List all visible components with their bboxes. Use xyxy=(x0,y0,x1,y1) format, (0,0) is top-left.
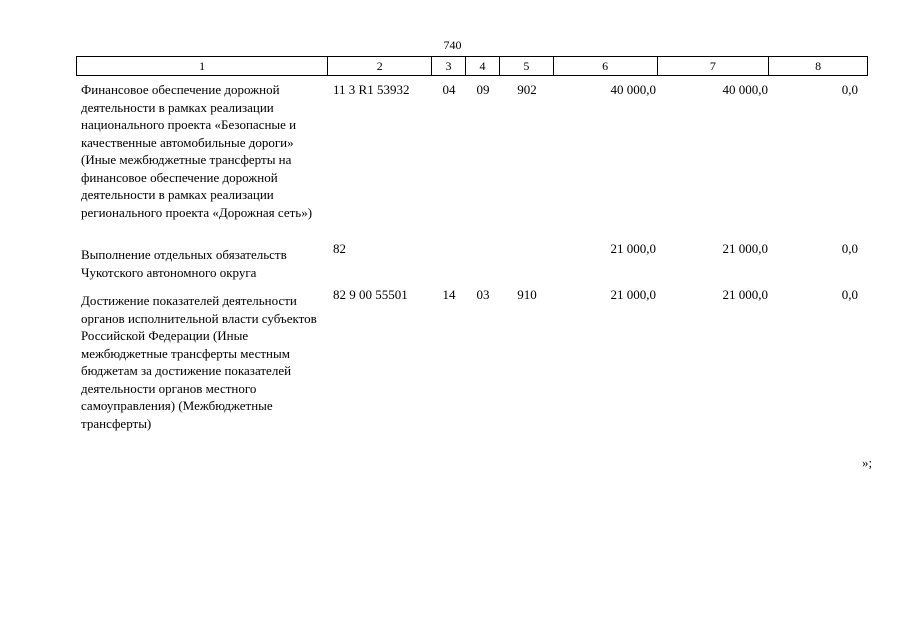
row-code: 82 9 00 55501 xyxy=(333,287,408,302)
table-header xyxy=(76,56,868,76)
row-code: 11 3 R1 53932 xyxy=(333,82,410,97)
table-body xyxy=(76,80,868,446)
row-col8: 0,0 xyxy=(841,82,858,97)
row-total: 40 000,0 xyxy=(610,82,656,97)
row-subsection: 09 xyxy=(476,82,490,97)
row-section xyxy=(432,240,466,286)
header-col-8: 8 xyxy=(815,59,822,73)
table-row xyxy=(76,240,868,286)
table-row xyxy=(76,286,868,446)
row-total: 21 000,0 xyxy=(610,241,656,256)
row-subsection xyxy=(466,240,500,286)
row-code: 82 xyxy=(333,241,346,256)
row-expense-type: 902 xyxy=(517,82,537,97)
header-col-1: 1 xyxy=(77,57,328,75)
row-subsection: 03 xyxy=(476,287,490,302)
header-col-3: 3 xyxy=(432,57,466,75)
table-row xyxy=(76,80,868,240)
header-col-7: 7 xyxy=(658,57,770,75)
row-name: Достижение показателей деятельности органов исполнительной власти субъектов Российской Федерации (Иные межбюджетные трансферты местным бюджетам за достижение показателей деятельности органов местного самоуправления) (Межбюджетные трансферты) xyxy=(81,293,317,431)
row-col8: 0,0 xyxy=(841,287,858,302)
row-col7: 40 000,0 xyxy=(722,82,768,97)
row-expense-type: 910 xyxy=(517,287,537,302)
closing-quote: »; xyxy=(862,455,873,470)
row-col8: 0,0 xyxy=(841,241,858,256)
row-name: Выполнение отдельных обязательств Чукотского автономного округа xyxy=(81,247,287,280)
row-name: Финансовое обеспечение дорожной деятельности в рамках реализации национального проекта «Безопасные и качественные автомобильные дороги» (Иные межбюджетные трансферты на финансовое обеспечение дорожной деятельности в рамках реализации регионального проекта «Дорожная сеть») xyxy=(81,82,313,220)
header-col-2: 2 xyxy=(328,57,432,75)
row-col7: 21 000,0 xyxy=(722,287,768,302)
row-section: 14 xyxy=(442,287,456,302)
header-col-4: 4 xyxy=(466,57,500,75)
row-expense-type xyxy=(500,240,554,286)
row-section: 04 xyxy=(442,82,456,97)
header-col-5: 5 xyxy=(500,57,554,75)
row-total: 21 000,0 xyxy=(610,287,656,302)
page-number: 740 xyxy=(443,38,462,52)
header-col-6: 6 xyxy=(554,57,658,75)
row-col7: 21 000,0 xyxy=(722,241,768,256)
